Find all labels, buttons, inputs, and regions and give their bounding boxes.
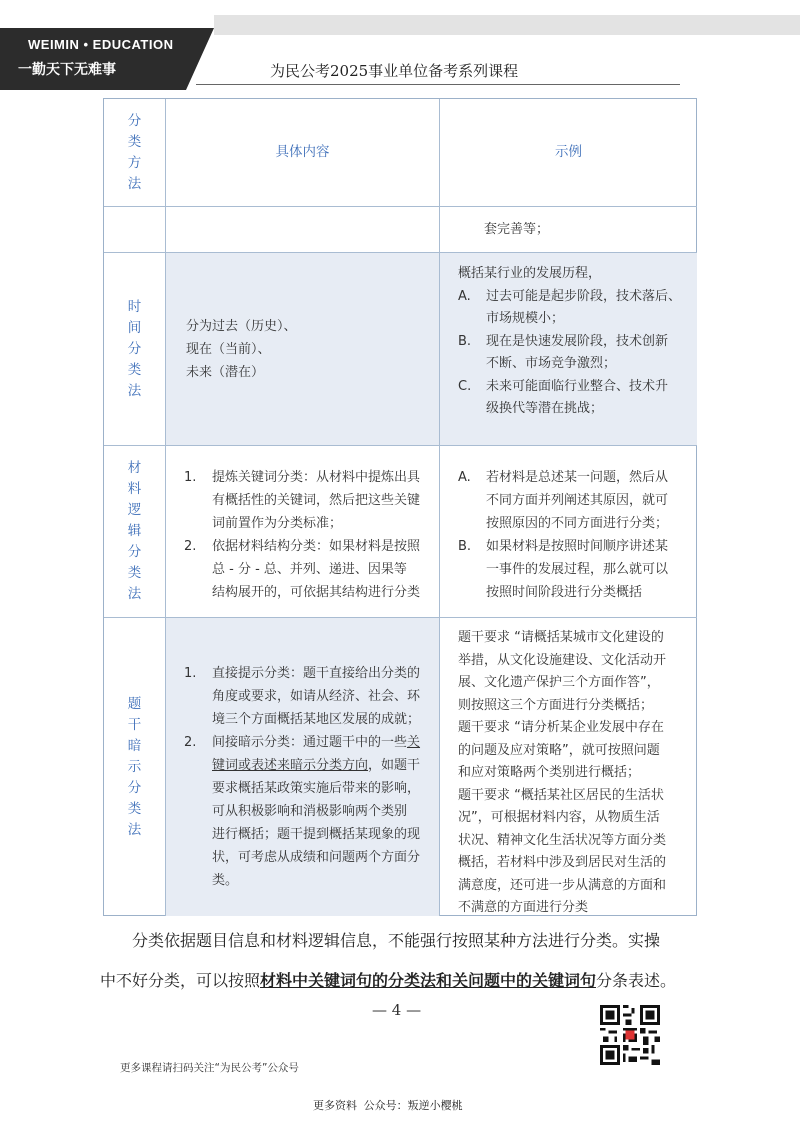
- item-marker: 1.: [184, 666, 197, 681]
- example-line: 的问题及应对策略”，就可按照问题: [458, 742, 660, 758]
- content-time: [166, 253, 440, 446]
- item-line: 过去可能是起步阶段，技术落后、: [486, 288, 682, 304]
- item-line: 按照时间阶段进行分类概括: [486, 585, 643, 600]
- item-line: 状，可考虑从成绩和问题两个方面分: [212, 850, 421, 865]
- example-line: 概括，若材料中涉及到居民对生活的: [458, 855, 667, 870]
- summary-line-1: 分类依据题目信息和材料逻辑信息，不能强行按照某种方法进行分类。实操: [132, 931, 661, 950]
- example-line: 状况、精神文化生活状况等方面分类: [458, 832, 667, 848]
- item-text: ，如题干: [368, 758, 421, 773]
- example-line: 举措，从文化设施建设、文化活动开: [458, 652, 667, 668]
- method-stem-hint: [104, 618, 166, 916]
- header-example: 示例: [440, 99, 697, 207]
- qr-code-icon[interactable]: [600, 1005, 660, 1065]
- list-item: [458, 331, 687, 376]
- list-item: [458, 376, 687, 421]
- item-line: 可从积极影响和消极影响两个类别: [212, 804, 408, 819]
- underlined-text: 键词或表述来暗示分类方向: [212, 758, 369, 773]
- header-method: [104, 99, 166, 207]
- example-line: 和应对策略两个类别进行概括；: [458, 765, 641, 780]
- list-item: [184, 466, 431, 535]
- header-gray-bar: [214, 15, 800, 35]
- method-material-logic: [104, 446, 166, 618]
- item-line: 依据材料结构分类：如果材料是按照: [212, 539, 421, 554]
- item-marker: C.: [458, 378, 472, 394]
- item-line: [212, 754, 431, 777]
- content-line: 分为过去（历史）、: [186, 318, 297, 334]
- item-line: 境三个方面概括某地区发展的成就；: [212, 712, 421, 727]
- summary-line-2: [100, 968, 676, 991]
- item-line: 若材料是总述某一问题，然后从: [486, 470, 669, 485]
- item-marker: A.: [458, 470, 471, 485]
- item-line: 有概括性的关键词，然后把这些关键: [212, 493, 421, 508]
- item-line: 市场规模小；: [486, 311, 565, 326]
- item-line: 类。: [212, 873, 239, 888]
- content-list: [184, 466, 431, 604]
- example-list: [458, 286, 687, 421]
- item-line: 提炼关键词分类：从材料中提炼出具: [212, 470, 421, 485]
- example-material-logic: [440, 446, 697, 618]
- summary-text: 中不好分类，可以按照: [100, 971, 261, 990]
- example-line: 题干要求 “请分析某企业发展中存在: [458, 720, 664, 735]
- item-line: 按照原因的不同方面进行分类；: [486, 516, 669, 531]
- page-number: — 4 —: [372, 1001, 422, 1019]
- method-stem-hint-text: 题干暗示分类法: [127, 695, 142, 838]
- item-marker: 2.: [184, 735, 197, 750]
- example-stem-hint: [440, 618, 697, 916]
- example-list: [458, 466, 689, 604]
- list-item: [458, 466, 689, 535]
- method-material-logic-text: 材料逻辑分类法: [127, 460, 142, 602]
- summary-text: 分条表述。: [596, 971, 677, 990]
- example-line: 则按照这三个方面进行分类概括；: [458, 697, 654, 713]
- item-line: 不断、市场竞争激烈；: [486, 356, 617, 371]
- example-line: 展、文化遗产保护三个方面作答”，: [458, 675, 660, 690]
- item-line: 要求概括某政策实施后带来的影响，: [212, 781, 421, 796]
- example-line: 况”，可根据材料内容，从物质生活: [458, 810, 660, 825]
- item-line: 结构展开的，可依据其结构进行分类: [212, 585, 421, 600]
- scan-note: 更多课程请扫码关注“为民公考”公众号: [120, 1062, 299, 1074]
- content-line: 现在（当前）、: [186, 341, 271, 357]
- item-line: 级换代等潜在挑战；: [486, 401, 604, 416]
- list-item: [458, 535, 689, 604]
- item-line: 进行概括；题干提到概括某现象的现: [212, 827, 421, 842]
- item-text: 间接暗示分类：通过题干中的一些: [212, 735, 408, 750]
- example-line: 题干要求 “概括某社区居民的生活状: [458, 787, 664, 803]
- item-line: 总 - 分 - 总、并列、递进、因果等: [212, 562, 407, 577]
- item-marker: B.: [458, 539, 472, 554]
- example-line: 满意度，还可进一步从满意的方面和: [458, 877, 667, 893]
- continuation-method-cell: [104, 207, 166, 253]
- item-marker: A.: [458, 288, 471, 304]
- header-divider: [196, 84, 680, 85]
- brand-name: WEIMIN • EDUCATION: [28, 37, 174, 52]
- content-material-logic: [166, 446, 440, 618]
- header-content: 具体内容: [166, 99, 440, 207]
- item-line: 一事件的发展过程，那么就可以: [486, 562, 669, 577]
- item-line: 角度或要求，如请从经济、社会、环: [212, 689, 421, 704]
- method-time: [104, 253, 166, 446]
- item-marker: B.: [458, 333, 472, 349]
- item-line: 词前置作为分类标准；: [212, 516, 343, 531]
- content-stem-hint: [166, 618, 440, 916]
- item-line: 现在是快速发展阶段，技术创新: [486, 333, 669, 349]
- list-item: [184, 535, 431, 604]
- list-item: [458, 286, 687, 331]
- example-time: [440, 253, 697, 446]
- continuation-content-cell: [166, 207, 440, 253]
- item-line: 不同方面并列阐述其原因，就可: [486, 493, 669, 508]
- item-line: 未来可能面临行业整合、技术升: [486, 378, 669, 394]
- header-method-text: 分类方法: [127, 112, 142, 192]
- method-time-text: 时间分类法: [127, 298, 142, 399]
- item-line: 如果材料是按照时间顺序讲述某: [486, 539, 669, 554]
- classification-table: [103, 98, 697, 916]
- item-line: 直接提示分类：题干直接给出分类的: [212, 666, 421, 681]
- item-line: [212, 731, 431, 754]
- example-line: 题干要求 “请概括某城市文化建设的: [458, 630, 664, 645]
- continuation-example-cell: 套完善等；: [440, 207, 697, 253]
- list-item: [184, 662, 431, 731]
- source-note: 更多资料 公众号：叛逆小樱桃: [313, 1099, 463, 1112]
- content-list: [184, 662, 431, 892]
- list-item: [184, 731, 431, 892]
- underlined-text: 关: [407, 735, 421, 750]
- summary-emphasis: 材料中关键词句的分类法和关问题中的关键词句: [260, 971, 597, 990]
- item-marker: 2.: [184, 539, 197, 554]
- brand-slogan: 一勤天下无难事: [18, 62, 116, 78]
- content-line: 未来（潜在）: [186, 364, 265, 380]
- example-line: 不满意的方面进行分类: [458, 900, 589, 915]
- item-marker: 1.: [184, 470, 197, 485]
- course-title: 为民公考2025事业单位备考系列课程: [270, 62, 519, 80]
- example-intro: 概括某行业的发展历程，: [458, 266, 602, 281]
